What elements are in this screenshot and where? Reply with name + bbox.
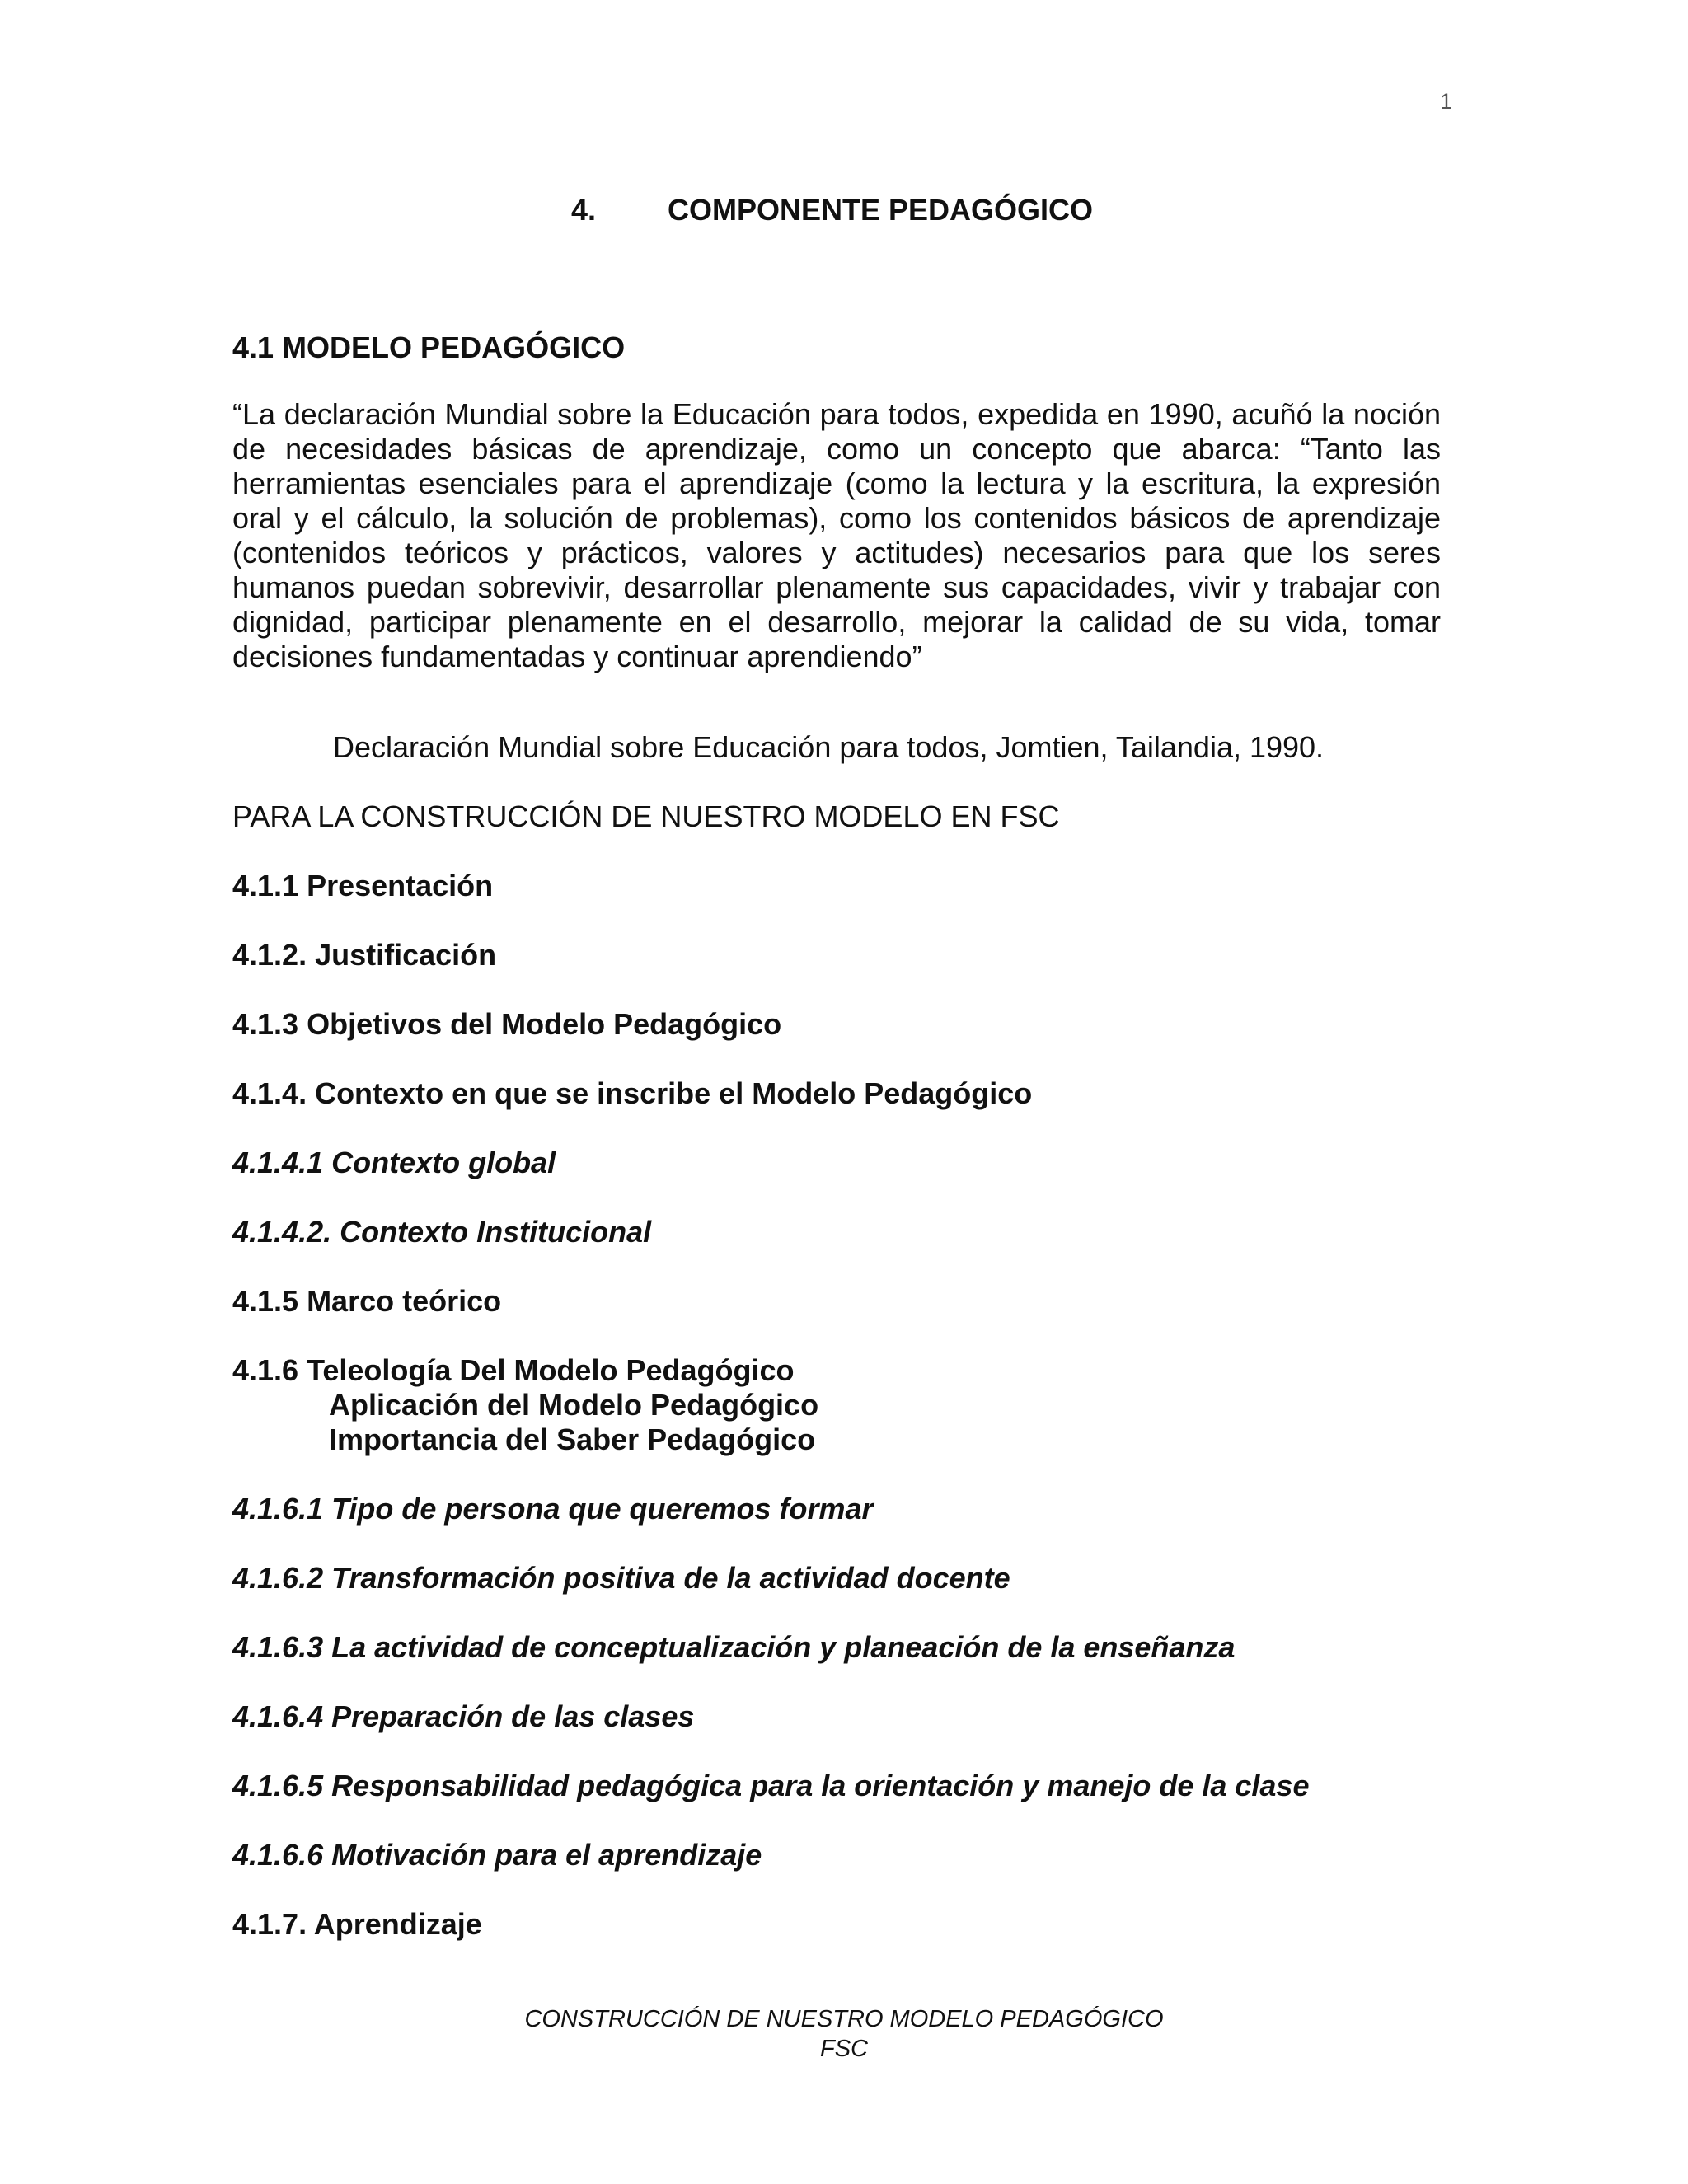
outline-item-teleologia: 4.1.6 Teleología Del Modelo Pedagógico: [232, 1353, 795, 1387]
footer-line-2: FSC: [820, 2036, 868, 2062]
outline-item-justificacion: 4.1.2. Justificación: [232, 938, 497, 972]
outline-item-preparacion: 4.1.6.4 Preparación de las clases: [232, 1699, 695, 1733]
outline-item-objetivos: 4.1.3 Objetivos del Modelo Pedagógico: [232, 1007, 782, 1041]
document-body: [232, 328, 1441, 1942]
outline-item-responsabilidad: 4.1.6.5 Responsabilidad pedagógica para la orientación y manejo de la clase: [232, 1769, 1310, 1802]
outline-item-contexto-institucional: 4.1.4.2. Contexto Institucional: [232, 1215, 652, 1249]
page-footer: [0, 2004, 1688, 2064]
chapter-title-text: COMPONENTE PEDAGÓGICO: [668, 193, 1094, 227]
footer-line-1: CONSTRUCCIÓN DE NUESTRO MODELO PEDAGÓGICO: [524, 2006, 1164, 2032]
construction-heading: PARA LA CONSTRUCCIÓN DE NUESTRO MODELO EN FSC: [232, 799, 1060, 833]
outline-item-contexto-global: 4.1.4.1 Contexto global: [232, 1146, 556, 1179]
quote-paragraph: “La declaración Mundial sobre la Educación para todos, expedida en 1990, acuñó la noción de necesidades básicas de aprendizaje, como un concepto que abarca: “Tanto las herramientas esenciales para el aprendizaje (como la lectura y la escritura, la expresión oral y el cálculo, la solución de problemas), como los contenidos básicos de aprendizaje (contenidos teóricos y prácticos, valores y actitudes) necesarios para que los seres humanos puedan sobrevivir, desarrollar plenamente sus capacidades, vivir y trabajar con dignidad, participar plenamente en el desarrollo, mejorar la calidad de su vida, tomar decisiones fundamentadas y continuar aprendiendo”: [232, 397, 1441, 673]
outline-item-presentacion: 4.1.1 Presentación: [232, 869, 494, 902]
outline-item-contexto: 4.1.4. Contexto en que se inscribe el Modelo Pedagógico: [232, 1076, 1033, 1110]
outline-item-aprendizaje: 4.1.7. Aprendizaje: [232, 1907, 482, 1941]
outline-item-tipo-persona: 4.1.6.1 Tipo de persona que queremos formar: [232, 1492, 874, 1526]
outline-item-conceptualizacion: 4.1.6.3 La actividad de conceptualización y planeación de la enseñanza: [232, 1630, 1236, 1664]
section-title: 4.1 MODELO PEDAGÓGICO: [232, 330, 626, 364]
outline-item-motivacion: 4.1.6.6 Motivación para el aprendizaje: [232, 1838, 762, 1872]
chapter-number: 4.: [571, 193, 597, 227]
quote-citation: Declaración Mundial sobre Educación para todos, Jomtien, Tailandia, 1990.: [333, 730, 1325, 764]
outline-subitem-importancia: Importancia del Saber Pedagógico: [329, 1422, 816, 1456]
outline-item-marco-teorico: 4.1.5 Marco teórico: [232, 1284, 502, 1318]
outline-subitem-aplicacion: Aplicación del Modelo Pedagógico: [329, 1388, 819, 1422]
page-number: 1: [1439, 89, 1452, 114]
outline-item-transformacion: 4.1.6.2 Transformación positiva de la actividad docente: [232, 1561, 1010, 1595]
